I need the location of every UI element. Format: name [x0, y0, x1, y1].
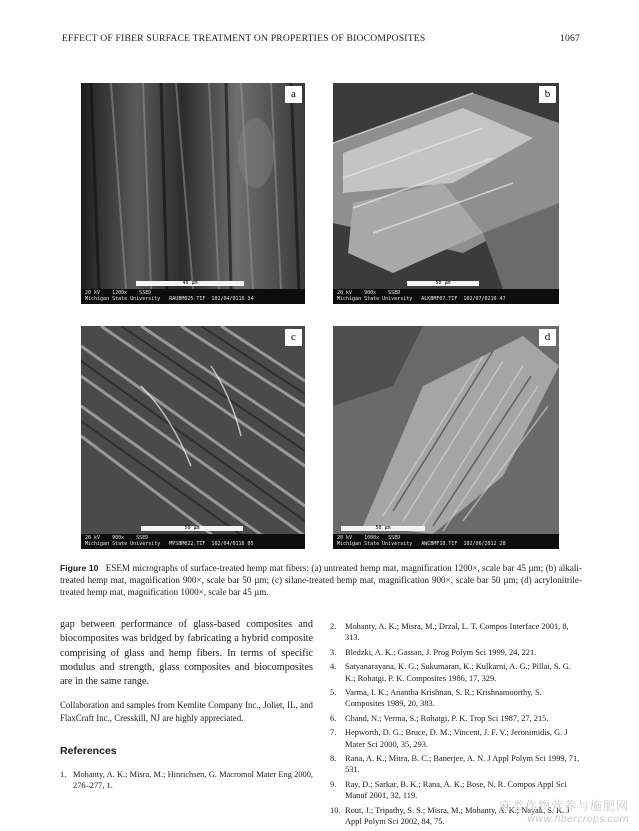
watermark [499, 797, 629, 825]
info-band-b [333, 289, 559, 304]
micrograph-panel-c [81, 326, 305, 549]
reference-number: 7. [330, 728, 337, 738]
reference-item [330, 661, 583, 684]
reference-number: 10. [330, 805, 341, 815]
reference-number: 8. [330, 754, 337, 764]
reference-number: 9. [330, 779, 337, 789]
info-line1-d: 20 kV 1000x SSED [337, 535, 401, 541]
panel-letter-c: c [285, 329, 302, 346]
info-line2-a: Michigan State University RAUBM025.TIF 102/04/0116 34 [85, 296, 254, 302]
reference-item [330, 713, 583, 724]
info-band-c [81, 534, 305, 549]
reference-number: 2. [330, 622, 337, 631]
reference-text: Mohanty, A. K.; Misra, M.; Drzal, L. T. Compos Interface 2001, 8, 313. [345, 622, 569, 643]
info-line1-b: 20 kV 900x SSED [337, 290, 401, 296]
scale-bar-a: 40 µm [136, 281, 244, 286]
watermark-url: www.fibercrops.com [527, 814, 629, 825]
info-band-a [81, 289, 305, 304]
reference-item [330, 753, 583, 776]
panel-letter-d: d [539, 329, 556, 346]
watermark-chinese: 麻类作物营养与施肥网 [498, 799, 629, 813]
figure-caption-text: ESEM micrographs of surface-treated hemp mat fibers: (a) untreated hemp mat, magnification 1200×, scale bar 45 µm; (b) alkali-treated hemp mat, magnification 900×, scale bar 50 µm; (c) silane-treated hemp mat, magnification 900×, scale bar 50 µm; (d) acrylonitrile-treated hemp mat, magnification 1000×, scale bar 45 µm. [60, 563, 582, 597]
reference-text: Chand, N.; Verma, S.; Rohatgi, P. K. Trop Sci 1987, 27, 215. [345, 713, 549, 723]
micrograph-image-b [333, 83, 559, 304]
panel-letter-a: a [285, 86, 302, 103]
reference-number: 3. [330, 647, 337, 657]
running-head-title: EFFECT OF FIBER SURFACE TREATMENT ON PROPERTIES OF BIOCOMPOSITES [62, 33, 426, 44]
scale-bar-d: 50 µm [341, 526, 425, 531]
reference-number: 1. [60, 769, 67, 779]
reference-text: Bledzki, A. K.; Gassan, J. Prog Polym Sci 1999, 24, 221. [345, 647, 537, 657]
body-paragraph: gap between performance of glass-based composites and biocomposites was bridged by fabricating a hybrid composite comprising of glass and hemp fibers. In terms of specific modulus and strength, glass composites and biocomposites are in the same range. [60, 619, 313, 688]
reference-number: 5. [330, 688, 337, 698]
info-line1-a: 20 kV 1200x SSED [85, 290, 152, 296]
micrograph-image-a [81, 83, 305, 304]
reference-item [330, 727, 583, 750]
info-line2-b: Michigan State University ALKBMF07.TIF 102/07/0210 47 [337, 296, 506, 302]
scale-bar-b: 50 µm [407, 281, 479, 286]
info-band-d [333, 534, 559, 549]
figure-caption [60, 562, 582, 598]
page-number: 1067 [560, 33, 580, 44]
reference-text: Ray, D.; Sarkar, B. K.; Rana, A. K.; Bose, N. R. Compos Appl Sci Manuf 2001, 32, 119. [345, 779, 567, 801]
micrograph-image-c [81, 326, 305, 549]
acknowledgment: Collaboration and samples from Kemlite Company Inc., Joliet, IL, and FlaxCraft Inc., Cresskill, NJ are highly appreciated. [60, 700, 313, 723]
left-column [60, 618, 313, 794]
reference-text: Hepworth, D. G.; Bruce, D. M.; Vincent, J. F. V.; Jeronimidis, G. J Mater Sci 2000, 35, 293. [345, 728, 568, 749]
reference-number: 6. [330, 713, 337, 723]
reference-list-left [60, 769, 313, 792]
micrograph-image-d [333, 326, 559, 549]
info-line2-c: Michigan State University MPSBM022.TIF 102/04/0116 05 [85, 541, 254, 547]
reference-text: Varma, I. K.; Anantha Krishnan, S. R.; Krishnamoorthy, S. Composites 1989, 20, 383. [345, 688, 542, 709]
info-line2-d: Michigan State University AWCBMF10.TIF 102/06/2012 28 [337, 541, 506, 547]
micrograph-panel-d [333, 326, 559, 549]
reference-item [60, 769, 313, 792]
reference-number: 4. [330, 662, 337, 672]
micrograph-panel-b [333, 83, 559, 304]
references-heading: References [60, 745, 117, 758]
panel-letter-b: b [539, 86, 556, 103]
reference-item [330, 687, 583, 710]
reference-text: Satyanarayana, K. G.; Sukumaran, K.; Kulkarni, A. G.; Pillai, S. G. K.; Rohatgi, P. K. Composites 1986, 17, 329. [345, 662, 571, 683]
reference-text: Mohanty, A. K.; Misra, M.; Hinrichsen, G. Macromol Mater Eng 2000, 276–277, 1. [73, 769, 313, 790]
info-line1-c: 20 kV 900x SSED [85, 535, 149, 541]
reference-text: Rana, A. K.; Mitra, B. C.; Banerjee, A. N. J Appl Polym Sci 1999, 71, 531. [345, 754, 580, 775]
scale-bar-c: 50 µm [141, 526, 243, 531]
reference-item [330, 647, 583, 658]
running-head [62, 33, 580, 44]
micrograph-panel-a [81, 83, 305, 304]
reference-item [330, 621, 583, 644]
reference-text: Rout, J.; Tripathy, S. S.; Misra, M.; Mohanty, A. K.; Nayak, S. K. J Appl Polym Sci 2002, 84, 75. [345, 805, 570, 827]
figure-caption-label: Figure 10 [60, 563, 99, 573]
